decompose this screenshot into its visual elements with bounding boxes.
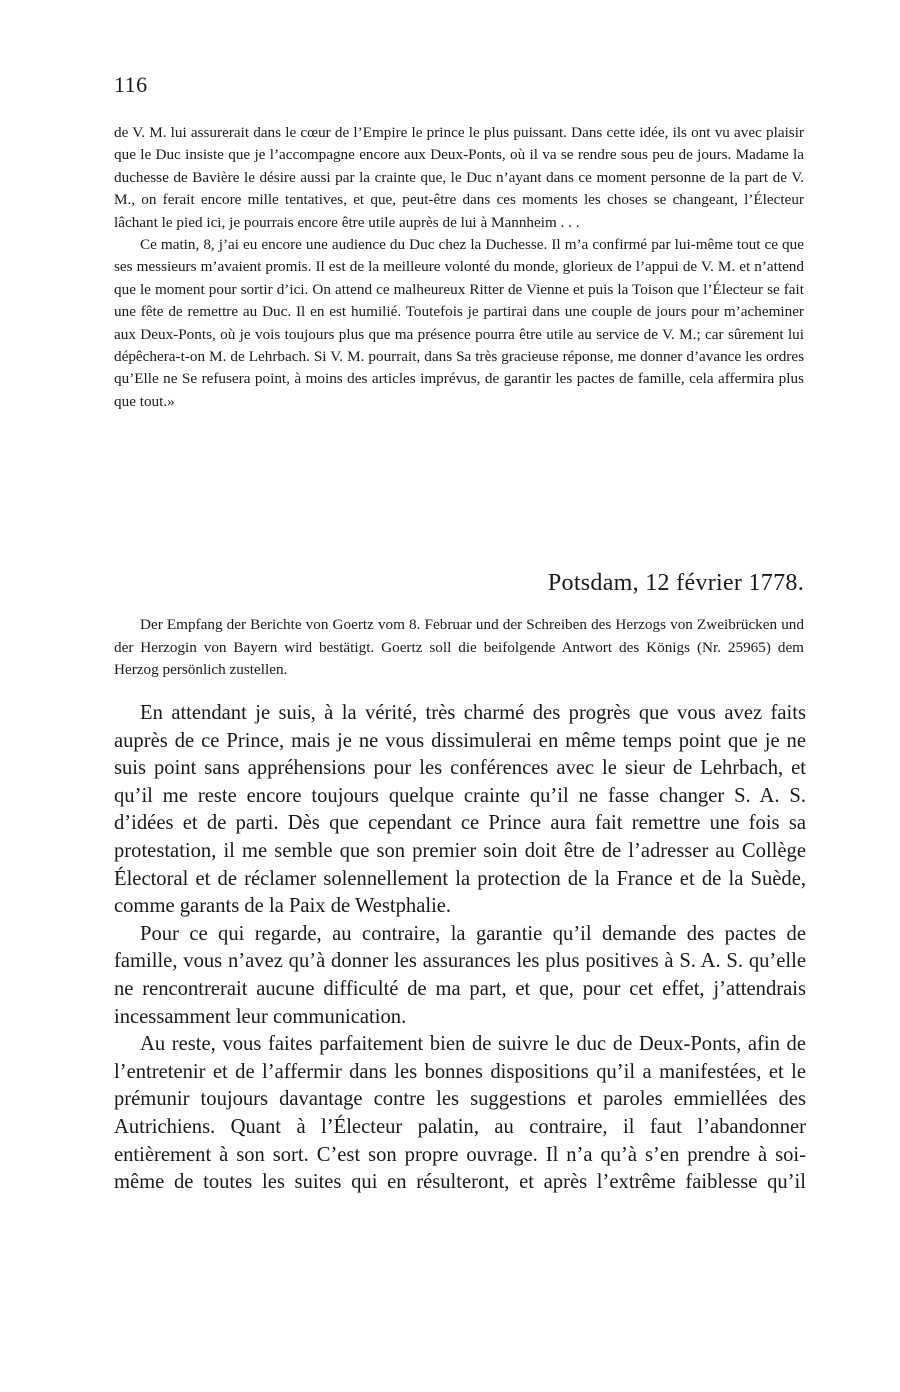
editorial-summary: Der Empfang der Berichte von Goertz vom 8. Februar und der Schreiben des Herzogs von Zweibrücken und der Herzogin von Bayern wird bestätigt. Goertz soll die beifolgende Antwort des Königs (Nr. 25965) dem Herzog persönlich zustellen. — [114, 616, 804, 679]
continuation-paragraph: Ce matin, 8, j’ai eu encore une audience du Duc chez la Duchesse. Il m’a confirmé par lui-même tout ce que ses messieurs m’avaient promis. Il est de la meilleure volonté du monde, glorieux de l’appui de V. M. et n’attend que le moment pour sortir d’ici. On attend ce malheureux Ritter de Vienne et puis la Toison que l’Électeur se fait une fête de remettre au Duc. Il en est humilié. Toutefois je partirai dans une couple de jours pour m’acheminer aux Deux-Ponts, où je vois toujours plus que ma présence pourra être utile au service de V. M.; car sûrement lui dépêchera-t-on M. de Lehrbach. Si V. M. pourrait, dans Sa très gracieuse réponse, me donner d’avance les ordres qu’Elle ne Se refusera point, à moins des articles imprévus, de garantir les pactes de famille, cela affermira plus que tout.» — [114, 236, 804, 410]
letter-body — [114, 700, 806, 1197]
letter-paragraph: En attendant je suis, à la vérité, très charmé des progrès que vous avez faits auprès de ce Prince, mais je ne vous dissimulerai en même temps point que je ne suis point sans appréhensions pour les conférences avec le sieur de Lehrbach, et qu’il me reste encore toujours quelque crainte qu’il ne fasse changer S. A. S. d’idées et de parti. Dès que cependant ce Prince aura fait remettre une fois sa protestation, il me semble que son premier soin doit être de l’adresser au Collège Électoral et de réclamer solennellement la protection de la France et de la Suède, comme garants de la Paix de Westphalie. — [114, 702, 806, 918]
dateline: Potsdam, 12 février 1778. — [547, 570, 804, 596]
letter-continuation — [114, 122, 804, 413]
letter-paragraph: Au reste, vous faites parfaitement bien de suivre le duc de Deux-Ponts, afin de l’entretenir et de l’affermir dans les bonnes dispositions qu’il a manifestées, et le prémunir toujours davantage contre les suggestions et paroles emmiellées des Autrichiens. Quant à l’Électeur palatin, au contraire, il faut l’abandonner entièrement à son sort. C’est son propre ouvrage. Il n’a qu’à s’en prendre à soi-même de toutes les suites qui en résulteront, et après l’extrême faiblesse qu’il — [114, 1033, 806, 1194]
letter-paragraph: Pour ce qui regarde, au contraire, la garantie qu’il demande des pactes de famille, vous n’avez qu’à donner les assurances les plus positives à S. A. S. qu’elle ne rencontrerait aucune difficulté de ma part, et que, pour cet effet, j’attendrais incessamment leur communication. — [114, 922, 806, 1028]
continuation-paragraph: de V. M. lui assurerait dans le cœur de l’Empire le prince le plus puissant. Dans cette idée, ils ont vu avec plaisir que le Duc insiste que je l’accompagne encore aux Deux-Ponts, où il va se rendre sous peu de jours. Madame la duchesse de Bavière le désire aussi par la crainte que, le Duc n’ayant dans ce moment personne de la part de V. M., on ferait encore mille tentatives, et que, peut-être dans ces moments les choses se changeant, l’Électeur lâchant le pied ici, je pourrais encore être utile auprès de lui à Mannheim . . . — [114, 124, 804, 231]
page-number: 116 — [114, 72, 148, 97]
